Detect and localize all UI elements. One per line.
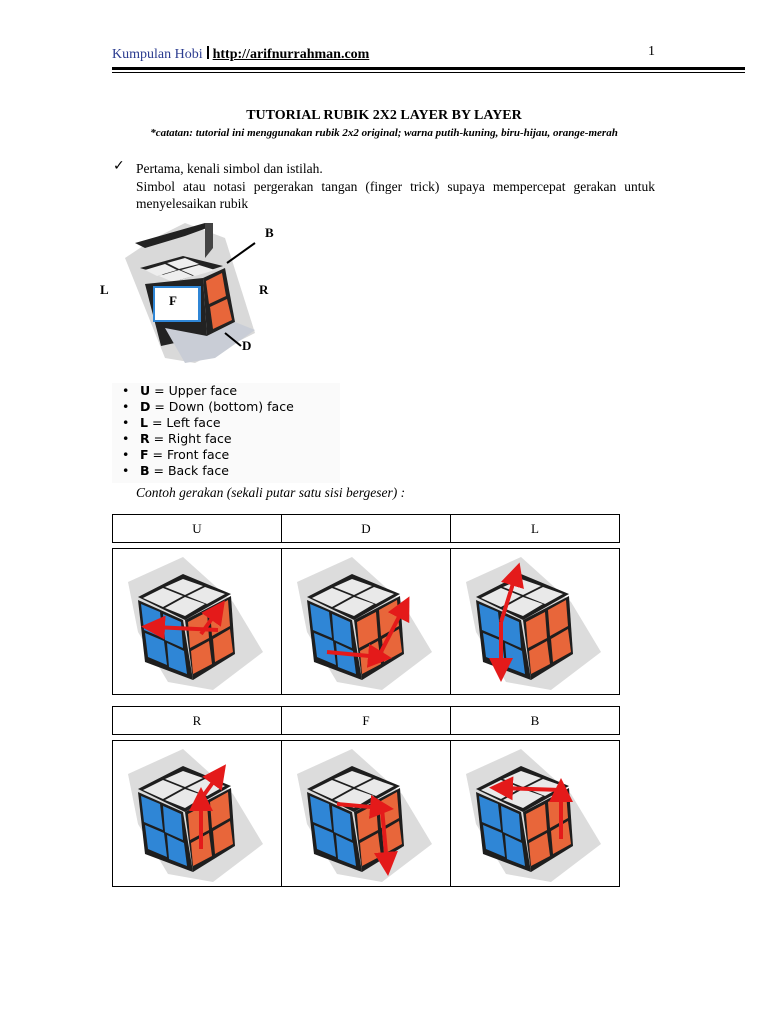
move-cell bbox=[281, 549, 450, 694]
legend-item: • F = Front face bbox=[112, 447, 340, 463]
site-name: Kumpulan Hobi bbox=[112, 47, 203, 62]
move-header-l: L bbox=[450, 515, 619, 542]
label-front: F bbox=[169, 293, 177, 308]
moves-table-2-header bbox=[112, 706, 620, 735]
site-link[interactable]: http://arifnurrahman.com bbox=[212, 47, 370, 62]
legend-item: • D = Down (bottom) face bbox=[112, 399, 340, 415]
document-note: *catatan: tutorial ini menggunakan rubik 2x2 original; warna putih-kuning, biru-hijau, orange-merah bbox=[150, 127, 618, 139]
step1-heading: Pertama, kenali simbol dan istilah. bbox=[136, 161, 323, 176]
move-cell bbox=[281, 741, 450, 886]
page-number: 1 bbox=[648, 44, 655, 59]
example-caption: Contoh gerakan (sekali putar satu sisi bergeser) : bbox=[136, 485, 406, 500]
header-divider bbox=[207, 46, 209, 59]
move-header-u: U bbox=[192, 521, 202, 536]
document-title: TUTORIAL RUBIK 2X2 LAYER BY LAYER bbox=[246, 108, 522, 123]
header-rule-thin bbox=[112, 72, 745, 73]
label-down: D bbox=[242, 338, 252, 353]
move-header-r: R bbox=[192, 713, 202, 728]
cube-move-illustration bbox=[123, 744, 273, 884]
notation-legend bbox=[112, 383, 340, 483]
move-header-f: F bbox=[281, 707, 450, 734]
moves-table-2-images bbox=[112, 740, 620, 887]
move-header-d: D bbox=[281, 515, 450, 542]
cube-move-illustration bbox=[461, 744, 611, 884]
move-cell bbox=[113, 549, 281, 694]
label-left: L bbox=[100, 282, 109, 297]
cube-move-illustration bbox=[123, 552, 273, 692]
cube-move-illustration bbox=[461, 552, 611, 692]
legend-item: • R = Right face bbox=[112, 431, 340, 447]
step1-text: Simbol atau notasi pergerakan tangan (finger trick) supaya mempercepat gerakan untuk menyelesaikan rubik bbox=[136, 179, 655, 211]
legend-item: • U = Upper face bbox=[112, 383, 340, 399]
label-right: R bbox=[259, 282, 269, 297]
move-arrow bbox=[501, 788, 561, 790]
legend-item: • B = Back face bbox=[112, 463, 340, 479]
move-cell bbox=[450, 549, 619, 694]
cube-move-illustration bbox=[292, 552, 442, 692]
moves-table-1-images bbox=[112, 548, 620, 695]
header-rule bbox=[112, 67, 745, 70]
move-cell bbox=[113, 741, 281, 886]
cube-move-illustration bbox=[292, 744, 442, 884]
label-back: B bbox=[265, 225, 274, 240]
checkmark-icon: ✓ bbox=[113, 158, 125, 174]
legend-item: • L = Left face bbox=[112, 415, 340, 431]
cube-face-diagram bbox=[95, 218, 295, 368]
move-cell bbox=[450, 741, 619, 886]
moves-table-1-header bbox=[112, 514, 620, 543]
move-header-b: B bbox=[450, 707, 619, 734]
